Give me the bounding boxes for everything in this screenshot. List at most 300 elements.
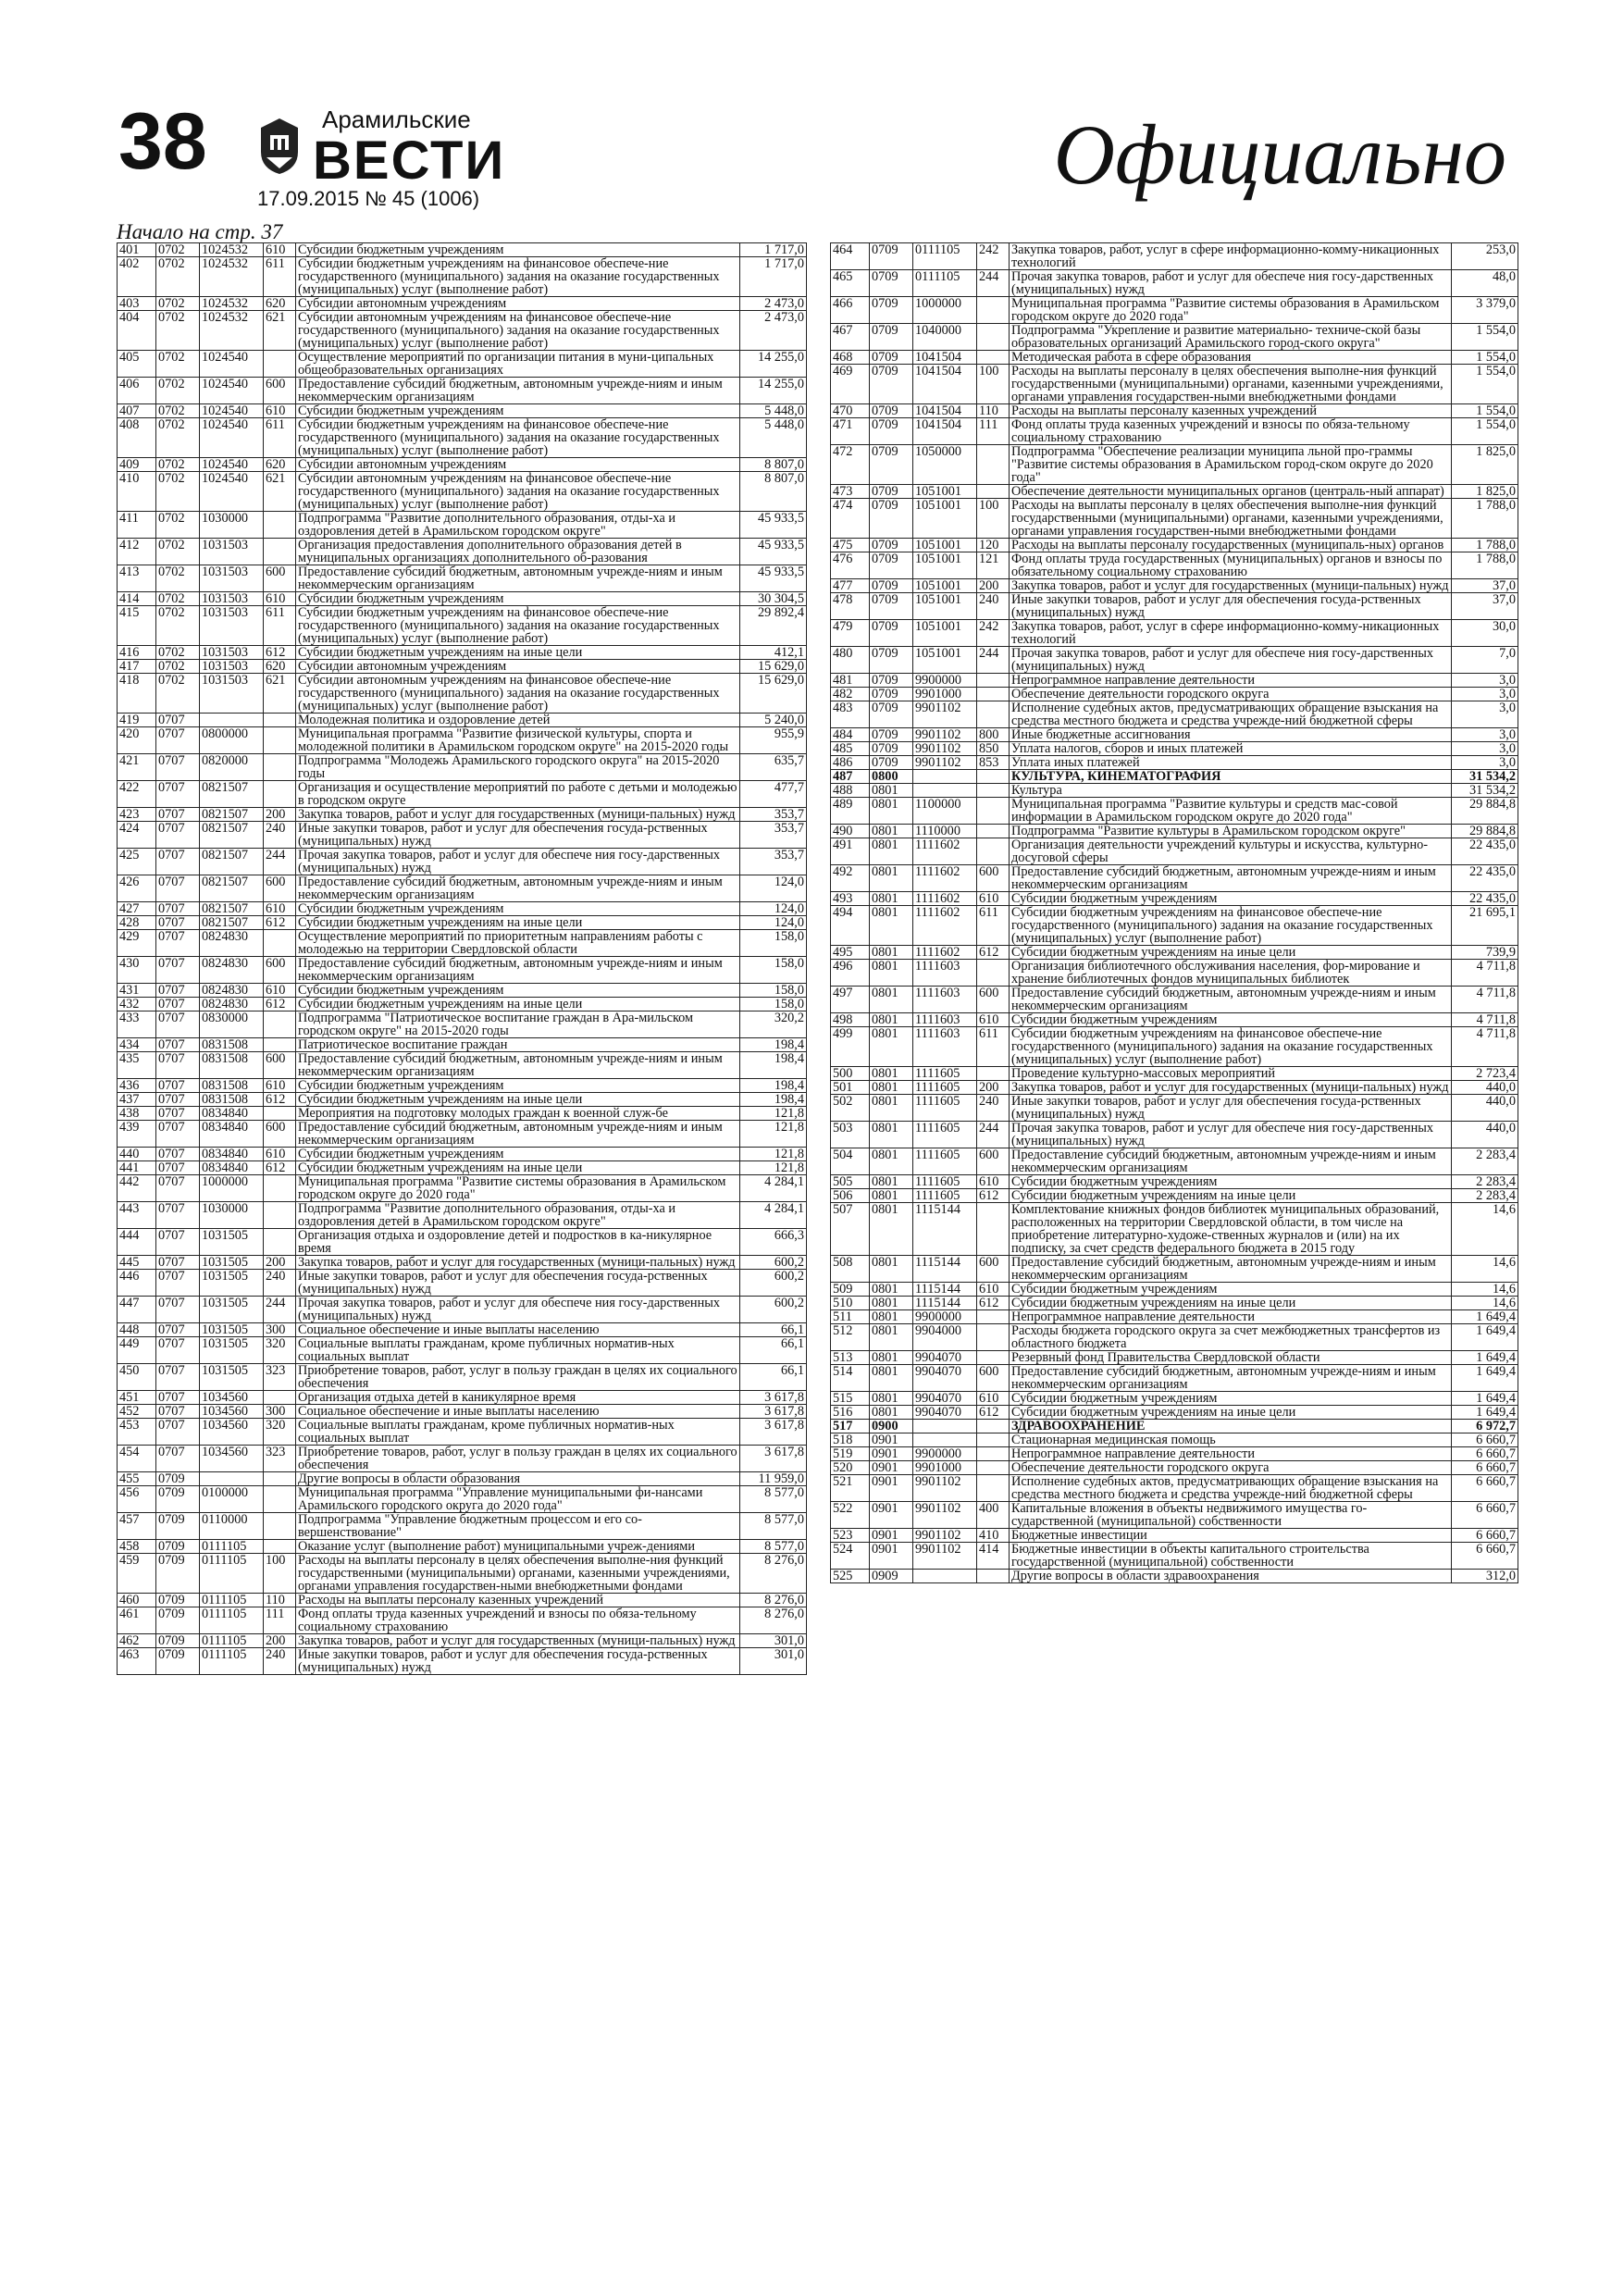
section-code: 0901 [870, 1543, 913, 1570]
expense-type: 100 [977, 499, 1010, 539]
row-number: 481 [831, 674, 870, 688]
row-amount: 124,0 [740, 916, 807, 930]
section-code: 0702 [156, 606, 200, 646]
target-code: 0800000 [200, 727, 264, 754]
target-code: 1024540 [200, 472, 264, 512]
row-number: 465 [831, 270, 870, 297]
row-description: Фонд оплаты труда государственных (муниципальных) органов и взносы по обязательному социальному страхованию [1010, 552, 1452, 579]
section-code: 0709 [870, 756, 913, 770]
row-description: Резервный фонд Правительства Свердловской области [1010, 1351, 1452, 1365]
table-row [118, 1472, 807, 1486]
target-code: 0111105 [200, 1540, 264, 1554]
section-code: 0707 [156, 930, 200, 957]
row-number: 405 [118, 351, 156, 378]
expense-type [264, 1391, 296, 1405]
expense-type [977, 1351, 1010, 1365]
target-code: 0100000 [200, 1486, 264, 1513]
section-code: 0900 [870, 1420, 913, 1433]
row-amount: 955,9 [740, 727, 807, 754]
row-number: 487 [831, 770, 870, 784]
row-number: 448 [118, 1323, 156, 1337]
section-code: 0801 [870, 1148, 913, 1175]
section-code: 0801 [870, 892, 913, 906]
row-number: 424 [118, 822, 156, 849]
row-number: 452 [118, 1405, 156, 1419]
row-description: Подпрограмма "Развитие дополнительного образования, отды-ха и оздоровления детей в Арамильском городском округе" [296, 1202, 740, 1229]
row-amount: 14 255,0 [740, 351, 807, 378]
row-amount: 1 717,0 [740, 257, 807, 297]
row-amount: 198,4 [740, 1038, 807, 1052]
expense-type [977, 674, 1010, 688]
table-row [118, 1419, 807, 1446]
section-code: 0707 [156, 1079, 200, 1093]
expense-type [264, 1175, 296, 1202]
section-code: 0707 [156, 1364, 200, 1391]
expense-type [264, 1038, 296, 1052]
table-row [118, 902, 807, 916]
row-description: Обеспечение деятельности городского округа [1010, 688, 1452, 701]
row-description: Субсидии бюджетным учреждениям [296, 1079, 740, 1093]
row-description: Прочая закупка товаров, работ и услуг для обеспече ния госу-дарственных (муниципальных) нужд [296, 1297, 740, 1323]
row-description: Прочая закупка товаров, работ и услуг для обеспече ния госу-дарственных (муниципальных) нужд [1010, 647, 1452, 674]
row-number: 470 [831, 404, 870, 418]
row-number: 522 [831, 1502, 870, 1529]
table-row [831, 1420, 1518, 1433]
row-amount: 66,1 [740, 1323, 807, 1337]
section-code: 0702 [156, 458, 200, 472]
target-code: 0824830 [200, 957, 264, 984]
row-amount: 4 711,8 [1452, 960, 1518, 987]
row-number: 415 [118, 606, 156, 646]
row-description: Организация отдыха и оздоровление детей и подростков в ка-никулярное время [296, 1229, 740, 1256]
row-amount: 8 807,0 [740, 472, 807, 512]
section-code: 0801 [870, 1351, 913, 1365]
section-code: 0709 [156, 1540, 200, 1554]
row-amount: 2 283,4 [1452, 1148, 1518, 1175]
row-description: Предоставление субсидий бюджетным, автономным учрежде-ниям и иным некоммерческим организациям [1010, 987, 1452, 1013]
target-code: 1031503 [200, 565, 264, 592]
table-row [118, 1364, 807, 1391]
row-description: Бюджетные инвестиции в объекты капитального строительства государственной (муниципальной) собственности [1010, 1543, 1452, 1570]
table-row [118, 1486, 807, 1513]
row-number: 494 [831, 906, 870, 946]
row-amount: 14 255,0 [740, 378, 807, 404]
target-code: 1111603 [913, 960, 977, 987]
row-description: Фонд оплаты труда казенных учреждений и взносы по обяза-тельному социальному страхованию [1010, 418, 1452, 445]
row-description: Другие вопросы в области здравоохранения [1010, 1570, 1452, 1583]
table-row [831, 1122, 1518, 1148]
target-code: 1115144 [913, 1256, 977, 1283]
expense-type: 111 [977, 418, 1010, 445]
row-amount: 440,0 [1452, 1081, 1518, 1095]
row-description: Предоставление субсидий бюджетным, автономным учрежде-ниям и иным некоммерческим организациям [296, 565, 740, 592]
section-code: 0801 [870, 1365, 913, 1392]
section-code: 0709 [870, 647, 913, 674]
row-amount: 1 649,4 [1452, 1324, 1518, 1351]
row-number: 471 [831, 418, 870, 445]
row-description: Субсидии автономным учреждениям [296, 660, 740, 674]
row-amount: 121,8 [740, 1107, 807, 1121]
row-description: Иные закупки товаров, работ и услуг для обеспечения госуда-рственных (муниципальных) нужд [296, 1270, 740, 1297]
expense-type: 621 [264, 674, 296, 714]
section-code: 0801 [870, 987, 913, 1013]
target-code: 0111105 [200, 1554, 264, 1594]
row-number: 407 [118, 404, 156, 418]
row-description: Осуществление мероприятий по приоритетным направлениям работы с молодежью на территории Свердловской области [296, 930, 740, 957]
row-description: Расходы на выплаты персоналу государственных (муниципаль-ных) органов [1010, 539, 1452, 552]
target-code: 0830000 [200, 1011, 264, 1038]
table-row [831, 1365, 1518, 1392]
row-number: 514 [831, 1365, 870, 1392]
section-code: 0707 [156, 1107, 200, 1121]
row-number: 501 [831, 1081, 870, 1095]
target-code: 9900000 [913, 674, 977, 688]
section-code: 0702 [156, 257, 200, 297]
section-code: 0707 [156, 1011, 200, 1038]
table-row [118, 1121, 807, 1148]
expense-type: 244 [977, 647, 1010, 674]
section-code: 0801 [870, 1013, 913, 1027]
row-number: 511 [831, 1310, 870, 1324]
expense-type: 240 [264, 822, 296, 849]
expense-type [977, 1324, 1010, 1351]
section-code: 0709 [870, 351, 913, 365]
row-number: 519 [831, 1447, 870, 1461]
row-number: 489 [831, 798, 870, 825]
row-amount: 1 649,4 [1452, 1310, 1518, 1324]
row-number: 499 [831, 1027, 870, 1067]
target-code: 1030000 [200, 1202, 264, 1229]
target-code: 9901000 [913, 1461, 977, 1475]
row-description: Молодежная политика и оздоровление детей [296, 714, 740, 727]
section-code: 0709 [156, 1554, 200, 1594]
row-amount: 635,7 [740, 754, 807, 781]
expense-type: 244 [977, 1122, 1010, 1148]
section-code: 0707 [156, 916, 200, 930]
logo-subtitle: Арамильские [322, 105, 471, 133]
row-number: 437 [118, 1093, 156, 1107]
row-description: Оказание услуг (выполнение работ) муниципальными учреж-дениями [296, 1540, 740, 1554]
section-code: 0707 [156, 1052, 200, 1079]
expense-type: 610 [264, 902, 296, 916]
table-row [831, 1283, 1518, 1297]
row-description: Непрограммное направление деятельности [1010, 1310, 1452, 1324]
row-description: Организация предоставления дополнительного образования детей в муниципальных организациях дополнительного об-разования [296, 539, 740, 565]
expense-type [264, 1472, 296, 1486]
row-number: 482 [831, 688, 870, 701]
row-amount: 11 959,0 [740, 1472, 807, 1486]
table-row [831, 1148, 1518, 1175]
row-number: 451 [118, 1391, 156, 1405]
row-amount: 3,0 [1452, 701, 1518, 728]
target-code: 1041504 [913, 365, 977, 404]
target-code: 9901102 [913, 728, 977, 742]
expense-type [264, 1011, 296, 1038]
expense-type: 600 [264, 565, 296, 592]
section-code: 0709 [870, 365, 913, 404]
row-amount: 45 933,5 [740, 565, 807, 592]
target-code: 1111602 [913, 865, 977, 892]
section-code: 0801 [870, 1283, 913, 1297]
section-code: 0707 [156, 1229, 200, 1256]
section-code: 0709 [156, 1607, 200, 1634]
section-code: 0707 [156, 727, 200, 754]
section-code: 0709 [156, 1634, 200, 1648]
target-code: 1024540 [200, 404, 264, 418]
section-code: 0709 [870, 579, 913, 593]
target-code: 1040000 [913, 324, 977, 351]
row-amount: 158,0 [740, 998, 807, 1011]
table-row [118, 1594, 807, 1607]
section-code: 0702 [156, 674, 200, 714]
target-code: 1031505 [200, 1337, 264, 1364]
target-code: 1031505 [200, 1256, 264, 1270]
row-amount: 1 788,0 [1452, 552, 1518, 579]
row-description: Организация библиотечного обслуживания населения, фор-мирование и хранение библиотечных фондов муниципальных библиотек [1010, 960, 1452, 987]
expense-type [977, 1475, 1010, 1502]
target-code: 1111602 [913, 892, 977, 906]
target-code: 0110000 [200, 1513, 264, 1540]
row-description: Субсидии бюджетным учреждениям на финансовое обеспече-ние государственного (муниципального) задания на оказание государственных (муниципальных) услуг (выполнение работ) [296, 418, 740, 458]
table-row [118, 1297, 807, 1323]
row-amount: 2 473,0 [740, 311, 807, 351]
target-code: 1051001 [913, 499, 977, 539]
table-row [831, 445, 1518, 485]
row-number: 518 [831, 1433, 870, 1447]
row-description: Субсидии бюджетным учреждениям [296, 243, 740, 257]
section-code: 0707 [156, 781, 200, 808]
row-number: 493 [831, 892, 870, 906]
table-row [118, 1148, 807, 1161]
row-number: 450 [118, 1364, 156, 1391]
section-code: 0709 [870, 243, 913, 270]
row-description: Предоставление субсидий бюджетным, автономным учрежде-ниям и иным некоммерческим организациям [296, 1052, 740, 1079]
row-description: Субсидии бюджетным учреждениям на финансовое обеспече-ние государственного (муниципального) задания на оказание государственных (муниципальных) услуг (выполнение работ) [1010, 906, 1452, 946]
table-row [831, 351, 1518, 365]
row-description: Субсидии автономным учреждениям на финансовое обеспече-ние государственного (муниципального) задания на оказание государственных (муниципальных) услуг (выполнение работ) [296, 472, 740, 512]
row-amount: 158,0 [740, 957, 807, 984]
expense-type [264, 1513, 296, 1540]
table-row [831, 1502, 1518, 1529]
row-amount: 600,2 [740, 1256, 807, 1270]
row-description: Субсидии бюджетным учреждениям на иные цели [1010, 1297, 1452, 1310]
row-description: Иные бюджетные ассигнования [1010, 728, 1452, 742]
row-amount: 29 884,8 [1452, 825, 1518, 838]
row-number: 447 [118, 1297, 156, 1323]
row-number: 422 [118, 781, 156, 808]
row-description: Расходы на выплаты персоналу казенных учреждений [296, 1594, 740, 1607]
row-number: 419 [118, 714, 156, 727]
expense-type: 610 [977, 1283, 1010, 1297]
expense-type: 611 [977, 1027, 1010, 1067]
row-description: Социальное обеспечение и иные выплаты населению [296, 1405, 740, 1419]
section-code: 0709 [870, 593, 913, 620]
table-row [831, 1027, 1518, 1067]
budget-table-right [830, 242, 1518, 1583]
row-amount: 45 933,5 [740, 539, 807, 565]
expense-type: 620 [264, 297, 296, 311]
page-header [118, 97, 1506, 213]
row-description: Субсидии автономным учреждениям на финансовое обеспече-ние государственного (муниципального) задания на оказание государственных (муниципальных) услуг (выполнение работ) [296, 311, 740, 351]
table-row [831, 1433, 1518, 1447]
row-description: Приобретение товаров, работ, услуг в пользу граждан в целях их социального обеспечения [296, 1446, 740, 1472]
table-row [118, 998, 807, 1011]
table-row [118, 674, 807, 714]
row-amount: 121,8 [740, 1148, 807, 1161]
target-code: 0834840 [200, 1161, 264, 1175]
row-description: Субсидии бюджетным учреждениям [296, 984, 740, 998]
table-row [118, 822, 807, 849]
row-description: Патриотическое воспитание граждан [296, 1038, 740, 1052]
row-number: 427 [118, 902, 156, 916]
expense-type [977, 485, 1010, 499]
row-amount: 600,2 [740, 1270, 807, 1297]
target-code [913, 1570, 977, 1583]
newspaper-logo [257, 105, 506, 210]
row-description: Фонд оплаты труда казенных учреждений и взносы по обяза-тельному социальному страхованию [296, 1607, 740, 1634]
target-code: 1111605 [913, 1189, 977, 1203]
expense-type: 610 [264, 243, 296, 257]
row-number: 463 [118, 1648, 156, 1675]
table-row [831, 1475, 1518, 1502]
row-amount: 22 435,0 [1452, 892, 1518, 906]
row-number: 523 [831, 1529, 870, 1543]
row-amount: 1 554,0 [1452, 365, 1518, 404]
row-amount: 6 660,7 [1452, 1502, 1518, 1529]
expense-type [264, 754, 296, 781]
section-code: 0707 [156, 1161, 200, 1175]
row-number: 417 [118, 660, 156, 674]
row-description: Предоставление субсидий бюджетным, автономным учрежде-ниям и иным некоммерческим организациям [296, 875, 740, 902]
section-code: 0702 [156, 646, 200, 660]
row-number: 431 [118, 984, 156, 998]
section-code: 0707 [156, 957, 200, 984]
table-row [831, 1067, 1518, 1081]
row-description: Иные закупки товаров, работ и услуг для обеспечения госуда-рственных (муниципальных) нужд [1010, 1095, 1452, 1122]
row-description: Муниципальная программа "Управление муниципальными фи-нансами Арамильского городского округа до 2020 года" [296, 1486, 740, 1513]
section-code: 0702 [156, 351, 200, 378]
row-amount: 121,8 [740, 1121, 807, 1148]
row-number: 441 [118, 1161, 156, 1175]
section-code: 0702 [156, 565, 200, 592]
section-code: 0801 [870, 1297, 913, 1310]
target-code: 1051001 [913, 593, 977, 620]
row-number: 412 [118, 539, 156, 565]
target-code: 1111603 [913, 1013, 977, 1027]
section-code: 0709 [870, 418, 913, 445]
target-code: 1024540 [200, 351, 264, 378]
row-number: 515 [831, 1392, 870, 1406]
table-row [831, 1392, 1518, 1406]
section-code: 0707 [156, 1093, 200, 1107]
section-code: 0709 [870, 270, 913, 297]
row-number: 440 [118, 1148, 156, 1161]
table-row [118, 243, 807, 257]
expense-type [977, 1570, 1010, 1583]
row-amount: 1 554,0 [1452, 418, 1518, 445]
expense-type: 110 [977, 404, 1010, 418]
right-column [830, 242, 1518, 1583]
section-code: 0801 [870, 1081, 913, 1095]
section-code: 0709 [156, 1513, 200, 1540]
row-description: Исполнение судебных актов, предусматривающих обращение взыскания на средства местного бюджета и средства учрежде-ний бюджетной сферы [1010, 701, 1452, 728]
expense-type: 612 [977, 1189, 1010, 1203]
expense-type: 600 [977, 987, 1010, 1013]
row-amount: 8 276,0 [740, 1594, 807, 1607]
table-row [831, 865, 1518, 892]
row-amount: 6 660,7 [1452, 1433, 1518, 1447]
row-amount: 8 577,0 [740, 1540, 807, 1554]
row-amount: 1 649,4 [1452, 1392, 1518, 1406]
row-number: 443 [118, 1202, 156, 1229]
row-description: Субсидии бюджетным учреждениям на финансовое обеспече-ние государственного (муниципального) задания на оказание государственных (муниципальных) услуг (выполнение работ) [296, 606, 740, 646]
table-row [831, 1256, 1518, 1283]
row-description: Расходы на выплаты персоналу в целях обеспечения выполне-ния функций государственными (муниципальными) органами, казенными учреждениями, органами управления государствен-ными внебюджетными фондами [296, 1554, 740, 1594]
expense-type [977, 324, 1010, 351]
row-number: 467 [831, 324, 870, 351]
row-description: Муниципальная программа "Развитие культуры и средств мас-совой информации в Арамильском городском округе до 2020 года" [1010, 798, 1452, 825]
row-number: 491 [831, 838, 870, 865]
row-number: 468 [831, 351, 870, 365]
row-description: Уплата налогов, сборов и иных платежей [1010, 742, 1452, 756]
row-amount: 6 660,7 [1452, 1461, 1518, 1475]
row-description: Субсидии бюджетным учреждениям на иные цели [296, 916, 740, 930]
row-description: Расходы на выплаты персоналу в целях обеспечения выполне-ния функций государственными (муниципальными) органами, казенными учреждениями, органами управления государствен-ными внебюджетными фондами [1010, 499, 1452, 539]
target-code [200, 714, 264, 727]
table-row [831, 324, 1518, 351]
row-amount: 8 276,0 [740, 1554, 807, 1594]
row-number: 472 [831, 445, 870, 485]
row-description: Субсидии бюджетным учреждениям на иные цели [296, 1093, 740, 1107]
expense-type: 620 [264, 660, 296, 674]
row-number: 402 [118, 257, 156, 297]
row-number: 490 [831, 825, 870, 838]
row-number: 408 [118, 418, 156, 458]
table-row [831, 579, 1518, 593]
table-row [118, 1446, 807, 1472]
section-code: 0709 [156, 1486, 200, 1513]
target-code: 1111602 [913, 946, 977, 960]
row-description: Субсидии бюджетным учреждениям [296, 592, 740, 606]
row-amount: 29 884,8 [1452, 798, 1518, 825]
row-number: 454 [118, 1446, 156, 1472]
table-row [118, 1011, 807, 1038]
target-code: 1051001 [913, 579, 977, 593]
section-code: 0702 [156, 311, 200, 351]
row-number: 445 [118, 1256, 156, 1270]
row-amount: 301,0 [740, 1648, 807, 1675]
row-amount: 440,0 [1452, 1122, 1518, 1148]
section-code: 0702 [156, 378, 200, 404]
row-number: 503 [831, 1122, 870, 1148]
row-description: Закупка товаров, работ и услуг для государственных (муници-пальных) нужд [296, 1256, 740, 1270]
table-row [118, 646, 807, 660]
row-number: 414 [118, 592, 156, 606]
expense-type: 610 [977, 1013, 1010, 1027]
target-code: 1024540 [200, 378, 264, 404]
row-number: 484 [831, 728, 870, 742]
target-code [200, 1472, 264, 1486]
expense-type: 600 [264, 1052, 296, 1079]
row-description: Социальные выплаты гражданам, кроме публичных норматив-ных социальных выплат [296, 1419, 740, 1446]
row-amount: 3,0 [1452, 742, 1518, 756]
expense-type [977, 770, 1010, 784]
row-amount: 22 435,0 [1452, 838, 1518, 865]
target-code: 1031503 [200, 592, 264, 606]
row-description: Субсидии бюджетным учреждениям [296, 404, 740, 418]
target-code [913, 784, 977, 798]
row-description: Подпрограмма "Развитие дополнительного образования, отды-ха и оздоровления детей в Арамильском городском округе" [296, 512, 740, 539]
